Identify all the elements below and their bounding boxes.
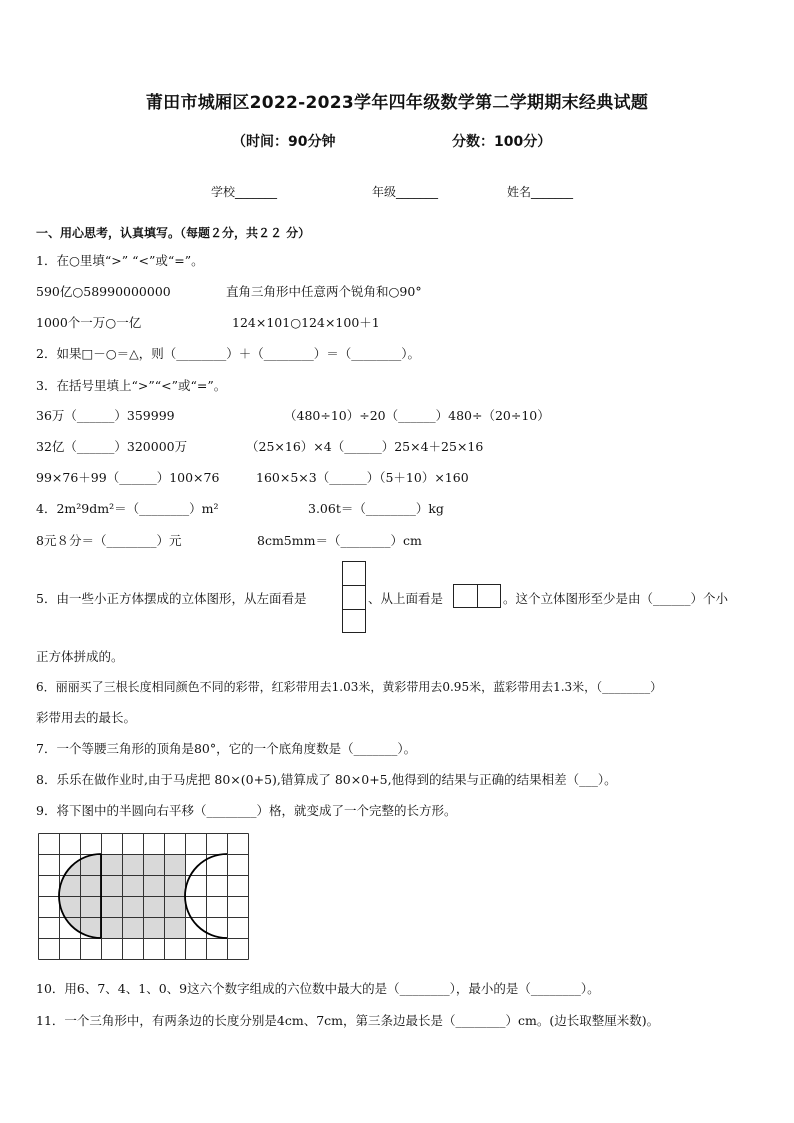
q1-stem: 1．在○里填“>” “<”或“=”。 [36,253,204,268]
q1-row1-right: 直角三角形中任意两个锐角和○90° [226,284,422,299]
q5-part1: 5．由一些小正方体摆成的立体图形，从左面看是 [36,591,307,606]
q11-text: 11．一个三角形中，有两条边的长度分别是4cm、7cm，第三条边最长是（________）cm。(边长取整厘米数)。 [36,1013,660,1028]
time-info: （时间：90分钟 [232,134,336,150]
semicircle-grid-figure [38,833,252,960]
q3-row1-left: 36万（______）359999 [36,408,175,423]
q3-row2-right: （25×16）×4（______）25×4＋25×16 [246,439,484,454]
q5-part4: 正方体拼成的。 [36,649,124,664]
top-view-figure [453,584,501,608]
q4-row1-right: 3.06t＝（________）kg [308,501,444,516]
section-heading: 一、用心思考，认真填写。（每题２分，共２２ 分） [36,226,311,240]
top-view-cell-left [453,584,478,608]
school-field: 学校_______ [211,185,278,199]
left-view-cell-top [342,561,366,586]
q4-row1-left: 4．2m²9dm²＝（________）m² [36,501,219,516]
q1-row2-right: 124×101○124×100＋1 [232,315,380,330]
q7-text: 7．一个等腰三角形的顶角是80°，它的一个底角度数是（_______）。 [36,741,417,756]
q3-row1-right: （480÷10）÷20（______）480÷（20÷10） [284,408,550,423]
left-view-cell-bottom [342,609,366,633]
q5-part3: 。这个立体图形至少是由（______）个小 [503,591,729,606]
q4-row2-right: 8cm5mm＝（________）cm [257,533,422,548]
q9-text: 9．将下图中的半圆向右平移（________）格，就变成了一个完整的长方形。 [36,803,457,818]
score-info: 分数：100分） [452,134,552,150]
grid-lines [39,834,249,960]
grade-field: 年级_______ [372,185,439,199]
q3-row3-right: 160×5×3（______）（5＋10）×160 [256,470,469,485]
q8-text: 8．乐乐在做作业时,由于马虎把 80×(0+5),错算成了 80×0+5,他得到的结果与正确的结果相差（___）。 [36,772,617,787]
q2-text: 2．如果□－○＝△，则（________）＋（________）＝（________）。 [36,346,421,361]
top-view-cell-right [477,584,501,608]
q3-stem: 3．在括号里填上“>”“<”或“=”。 [36,378,227,393]
q4-row2-left: 8元８分＝（________）元 [36,533,182,548]
q3-row3-left: 99×76＋99（______）100×76 [36,470,220,485]
left-view-figure [342,561,366,633]
q3-row2-left: 32亿（______）320000万 [36,439,188,454]
name-field: 姓名_______ [507,185,574,199]
q10-text: 10．用6、7、4、1、0、9这六个数字组成的六位数中最大的是（________），最小的是（________）。 [36,981,600,996]
q1-row2-left: 1000个一万○一亿 [36,315,142,330]
q6-line1: 6．丽丽买了三根长度相同颜色不同的彩带，红彩带用去1.03米，黄彩带用去0.95米，蓝彩带用去1.3米，（________） [36,680,663,694]
q1-row1-left: 590亿○58990000000 [36,284,171,299]
left-view-cell-middle [342,585,366,610]
q5-part2: 、从上面看是 [368,591,444,606]
page-title: 莆田市城厢区2022-2023学年四年级数学第二学期期末经典试题 [145,93,649,113]
q6-line2: 彩带用去的最长。 [36,710,137,725]
